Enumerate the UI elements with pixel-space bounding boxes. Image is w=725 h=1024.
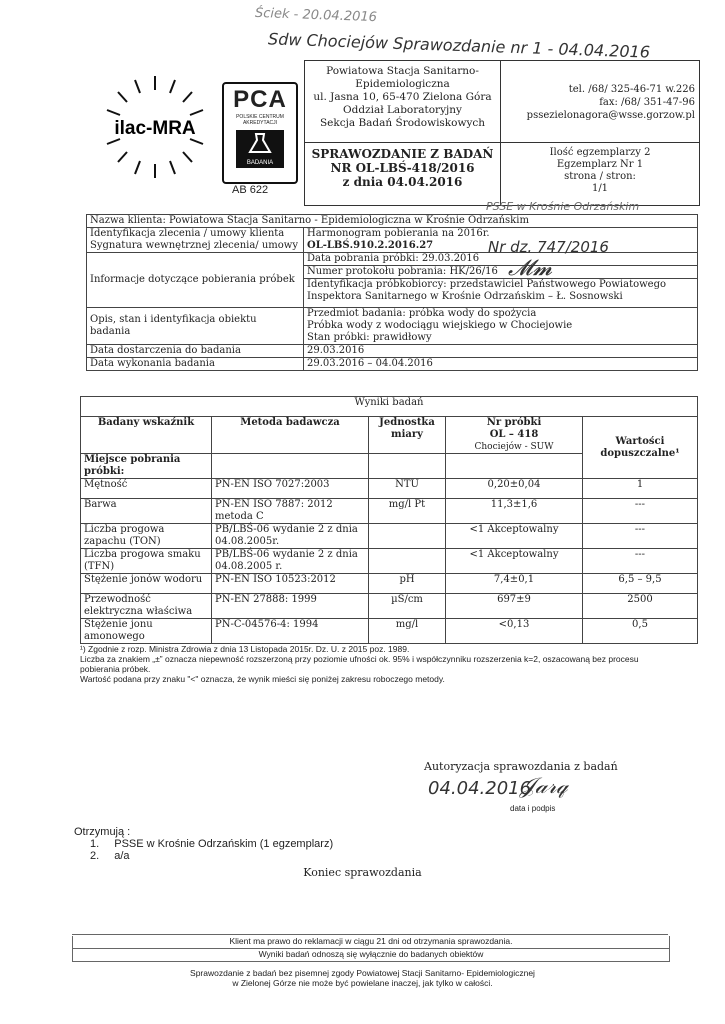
- handwritten-top-note: Ściek - 20.04.2016: [254, 5, 378, 26]
- complaint-note: Klient ma prawo do reklamacji w ciągu 21 dni od otrzymania sprawozdania.: [72, 936, 670, 949]
- row-limit: 2500: [583, 594, 698, 619]
- object-subject: Przedmiot badania: próbka wody do spożycia: [307, 308, 537, 319]
- row-limit: ---: [583, 524, 698, 549]
- row-unit: [369, 549, 446, 574]
- row-limit: 6,5 – 9,5: [583, 574, 698, 594]
- copies-block: [501, 143, 699, 205]
- row-method: PN-EN 27888: 1999: [212, 594, 369, 619]
- header-param: Badany wskaźnik: [81, 417, 212, 454]
- report-date: z dnia 04.04.2016: [342, 175, 463, 189]
- row-value: <1 Akceptowalny: [446, 549, 583, 574]
- report-title-block: [305, 143, 501, 205]
- report-title: SPRAWOZDANIE Z BADAŃ: [311, 147, 494, 161]
- execution-label: Data wykonania badania: [87, 358, 304, 371]
- order-signature-label: Sygnatura wewnętrznej zlecenia/ umowy: [90, 240, 298, 251]
- recipient-item: PSSE w Krośnie Odrzańskim (1 egzemplarz): [114, 838, 334, 850]
- client-row: [87, 215, 698, 228]
- client-label: Nazwa klienta:: [90, 215, 166, 226]
- accreditation-number: AB 622: [232, 184, 269, 196]
- row-param: Przewodność elektryczna właściwa: [81, 594, 212, 619]
- row-param: Stężenie jonów wodoru: [81, 574, 212, 594]
- copyright-note: [0, 968, 725, 988]
- row-method: PB/LBŚ-06 wydanie 2 z dnia 04.08.2005 r.: [212, 549, 369, 574]
- pca-logo-text: PCA: [233, 86, 287, 113]
- handwritten-signature: 𝓜𝓶: [508, 256, 553, 281]
- table-row: [81, 499, 698, 524]
- table-row: [81, 619, 698, 644]
- order-value: Harmonogram pobierania na 2016r.: [307, 228, 490, 239]
- footnote-regulation: ¹) Zgodnie z rozp. Ministra Zdrowia z dnia 13 Listopada 2015r. Dz. U. z 2015 poz. 1989.: [80, 644, 410, 654]
- row-param: Mętność: [81, 479, 212, 499]
- authorization-subtext: data i podpis: [510, 804, 556, 813]
- row-unit: µS/cm: [369, 594, 446, 619]
- table-row: [81, 549, 698, 574]
- results-note: Wyniki badań odnoszą się wyłącznie do badanych obiektów: [72, 949, 670, 962]
- sampling-label: Informacje dotyczące pobierania próbek: [87, 253, 304, 308]
- lab-email: psseziel​onagora@wsse.gorzow.pl: [526, 110, 695, 121]
- row-value: <1 Akceptowalny: [446, 524, 583, 549]
- header-sample-place: Chociejów - SUW: [474, 442, 554, 452]
- sampler-id: Identyfikacja próbkobiorcy: przedstawiciel Państwowego Powiatowego: [307, 279, 667, 290]
- delivery-label: Data dostarczenia do badania: [87, 345, 304, 358]
- client-value: Powiatowa Stacja Sanitarno - Epidemiologiczna w Krośnie Odrzańskim: [169, 215, 529, 226]
- bottom-notes-box: [72, 934, 668, 935]
- sampler-id-cont: Inspektora Sanitarnego w Krośnie Odrzańskim – Ł. Sosnowski: [307, 291, 623, 302]
- row-unit: pH: [369, 574, 446, 594]
- row-method: PB/LBŚ-06 wydanie 2 z dnia 04.08.2005r.: [212, 524, 369, 549]
- lab-line: Epidemiologiczna: [355, 78, 450, 90]
- row-limit: 1: [583, 479, 698, 499]
- row-unit: mg/l Pt: [369, 499, 446, 524]
- row-limit: 0,5: [583, 619, 698, 644]
- authorization-label: Autoryzacja sprawozdania z badań: [424, 760, 618, 773]
- footnotes: [80, 644, 700, 684]
- recipient-number: 2.: [90, 850, 100, 862]
- lab-fax: fax: /68/ 351-47-96: [599, 97, 695, 108]
- pca-flask-icon: [236, 130, 284, 168]
- row-method: PN-C-04576-4: 1994: [212, 619, 369, 644]
- row-value: 11,3±1,6: [446, 499, 583, 524]
- order-signature-value: OL-LBŚ.910.2.2016.27: [307, 240, 434, 251]
- results-table: [80, 396, 698, 644]
- stamp-text: PSSE w Krośnie Odrzańskim: [486, 200, 640, 213]
- lab-line: Sekcja Badań Środowiskowych: [319, 117, 486, 129]
- row-method: PN-EN ISO 7027:2003: [212, 479, 369, 499]
- header-sample-number: OL – 418: [489, 429, 539, 440]
- header-sample-label: Nr próbki: [486, 417, 542, 428]
- row-value: 0,20±0,04: [446, 479, 583, 499]
- lab-line: Powiatowa Stacja Sanitarno-: [326, 65, 479, 77]
- row-limit: ---: [583, 499, 698, 524]
- authorization-date: 04.04.2016: [428, 778, 532, 799]
- sampling-protocol: Numer protokołu pobrania: HK/26/16: [304, 266, 697, 279]
- row-limit: ---: [583, 549, 698, 574]
- object-source: Próbka wody z wodociągu wiejskiego w Chociejowie: [307, 320, 573, 331]
- row-unit: [369, 524, 446, 549]
- handwritten-header-note: Sdw Chociejów Sprawozdanie nr 1 - 04.04.2016: [267, 29, 651, 62]
- copyright-note-line1: Sprawozdanie z badań bez pisemnej zgody Powiatowej Stacji Sanitarno- Epidemiologicznej: [190, 968, 535, 978]
- row-method: PN-EN ISO 10523:2012: [212, 574, 369, 594]
- row-param: Stężenie jonu amonowego: [81, 619, 212, 644]
- footnote-below-range: Wartość podana przy znaku "<" oznacza, że wynik mieści się poniżej zakresu roboczego metody.: [80, 674, 445, 684]
- report-header: [304, 60, 700, 206]
- header-method: Metoda badawcza: [212, 417, 369, 454]
- recipients-label: Otrzymują :: [74, 826, 131, 838]
- row-param: Liczba progowa zapachu (TON): [81, 524, 212, 549]
- pca-logo-subtext: POLSKIE CENTRUM AKREDYTACJI: [236, 114, 284, 126]
- copy-number: Egzemplarz Nr 1: [556, 159, 644, 170]
- results-caption: Wyniki badań: [81, 397, 698, 417]
- copyright-note-line2: w Zielonej Górze nie może być powielane inaczej, jak tylko w całości.: [232, 978, 493, 988]
- table-row: [81, 524, 698, 549]
- received-stamp: [486, 200, 639, 213]
- header-unit: Jednostka miary: [369, 417, 446, 454]
- pca-logo: [222, 82, 298, 184]
- object-state: Stan próbki: prawidłowy: [307, 332, 432, 343]
- recipient-item: a/a: [114, 850, 130, 862]
- delivery-value: 29.03.2016: [304, 345, 698, 358]
- row-unit: NTU: [369, 479, 446, 499]
- lab-contact: [501, 61, 699, 143]
- row-param: Liczba progowa smaku (TFN): [81, 549, 212, 574]
- row-value: <0,13: [446, 619, 583, 644]
- lab-phone: tel. /68/ 325-46-71 w.226: [568, 84, 695, 95]
- header-limit: Wartości dopuszczalne¹: [583, 417, 698, 479]
- pca-badania-label: BADANIA: [246, 160, 274, 166]
- page-label: strona / stron:: [564, 171, 636, 182]
- footnote-uncertainty: Liczba za znakiem „±” oznacza niepewność rozszerzoną przy poziomie ufności ok. 95% i współczynniku rozszerzenia k=2, oszacowaną bez procesu: [80, 654, 639, 664]
- report-number: NR OL-LBŚ-418/2016: [330, 161, 475, 175]
- table-row: [81, 479, 698, 499]
- table-row: [81, 574, 698, 594]
- row-unit: mg/l: [369, 619, 446, 644]
- header-sample-location: Miejsce pobrania próbki:: [81, 454, 212, 479]
- ilac-logo-text: ilac-MRA: [114, 118, 196, 139]
- order-label: Identyfikacja zlecenia / umowy klienta: [90, 228, 285, 239]
- row-value: 7,4±0,1: [446, 574, 583, 594]
- table-row: [81, 594, 698, 619]
- ilac-mra-logo: [100, 72, 210, 182]
- end-of-report: Koniec sprawozdania: [303, 866, 422, 879]
- recipients: [74, 826, 333, 862]
- handwritten-reg-number: Nr dz. 747/2016: [488, 238, 609, 256]
- page-value: 1/1: [591, 183, 609, 194]
- lab-address: [305, 61, 501, 143]
- execution-value: 29.03.2016 – 04.04.2016: [304, 358, 698, 371]
- copies-count: Ilość egzemplarzy 2: [549, 147, 651, 158]
- recipient-number: 1.: [90, 838, 100, 850]
- footnote-uncertainty-cont: pobierania próbek.: [80, 664, 151, 674]
- sampling-date: Data pobrania próbki: 29.03.2016: [304, 253, 697, 266]
- lab-line: ul. Jasna 10, 65-470 Zielona Góra: [313, 91, 492, 103]
- object-label: Opis, stan i identyfikacja obiektu badania: [87, 308, 304, 345]
- lab-line: Oddział Laboratoryjny: [343, 104, 462, 116]
- header-sample: [446, 417, 583, 454]
- row-method: PN-EN ISO 7887: 2012 metoda C: [212, 499, 369, 524]
- row-value: 697±9: [446, 594, 583, 619]
- row-param: Barwa: [81, 499, 212, 524]
- authorization-signature: 𝒥𝒶𝓇𝓆: [520, 774, 568, 799]
